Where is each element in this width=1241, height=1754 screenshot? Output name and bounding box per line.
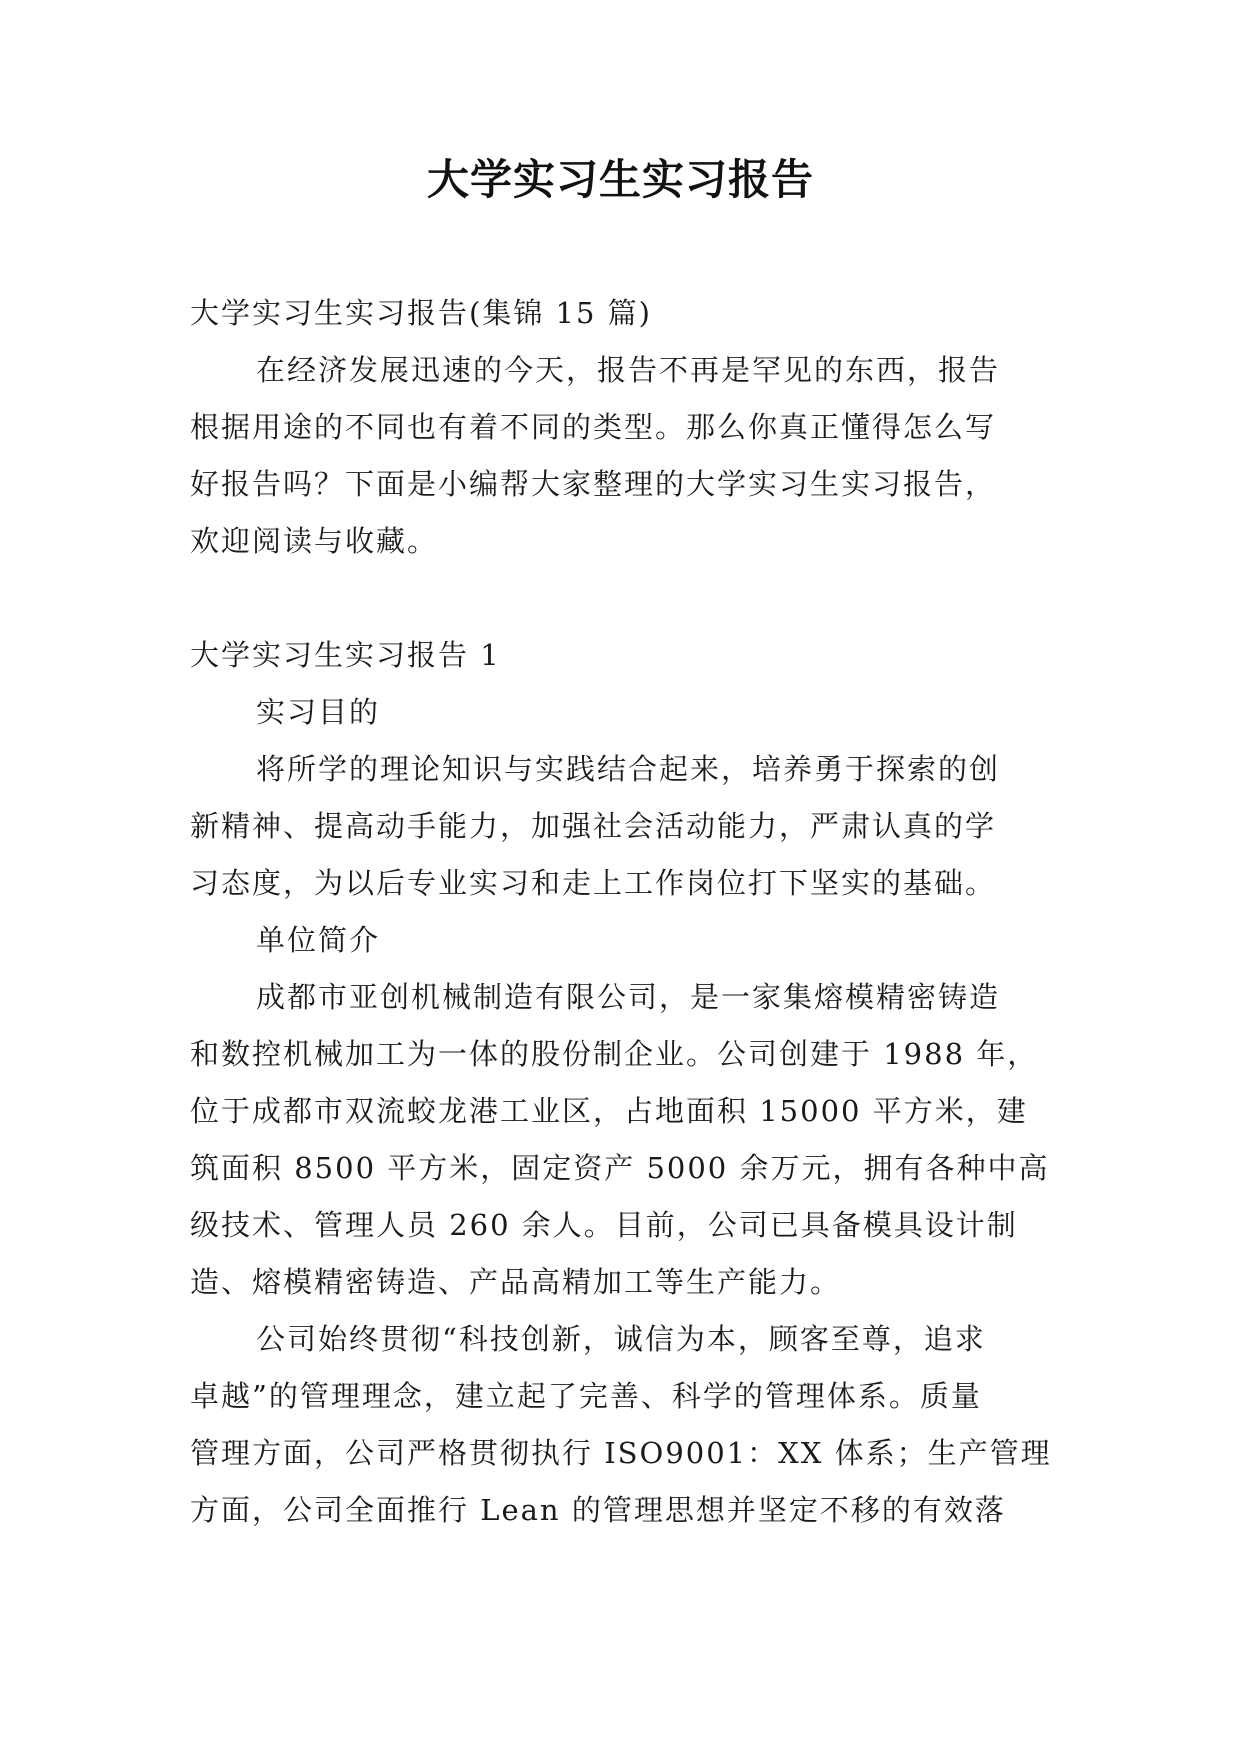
paragraph-line: 欢迎阅读与收藏。 <box>190 524 439 558</box>
paragraph-line: 将所学的理论知识与实践结合起来，培养勇于探索的创 <box>256 752 1001 786</box>
subsection-heading: 单位简介 <box>256 923 381 957</box>
paragraph-line: 筑面积 8500 平方米，固定资产 5000 余万元，拥有各种中高 <box>190 1151 1050 1185</box>
paragraph-line: 根据用途的不同也有着不同的类型。那么你真正懂得怎么写 <box>190 410 997 444</box>
subtitle-line: 大学实习生实习报告(集锦 15 篇) <box>190 296 652 330</box>
paragraph-line: 成都市亚创机械制造有限公司，是一家集熔模精密铸造 <box>256 980 1001 1014</box>
document-body <box>190 285 1050 1539</box>
paragraph-line: 卓越”的管理理念，建立起了完善、科学的管理体系。质量 <box>190 1379 982 1413</box>
paragraph-line: 位于成都市双流蛟龙港工业区，占地面积 15000 平方米，建 <box>190 1094 1028 1128</box>
paragraph-line: 方面，公司全面推行 Lean 的管理思想并坚定不移的有效落 <box>190 1493 1006 1527</box>
paragraph-line: 新精神、提高动手能力，加强社会活动能力，严肃认真的学 <box>190 809 997 843</box>
subsection-heading: 实习目的 <box>256 695 381 729</box>
section-heading: 大学实习生实习报告 1 <box>190 638 501 672</box>
paragraph-line: 习态度，为以后专业实习和走上工作岗位打下坚实的基础。 <box>190 866 997 900</box>
paragraph-line: 公司始终贯彻“科技创新，诚信为本，顾客至尊，追求 <box>256 1322 986 1356</box>
paragraph-gap <box>190 570 1050 627</box>
paragraph-line: 和数控机械加工为一体的股份制企业。公司创建于 1988 年， <box>190 1037 1039 1071</box>
paragraph-line: 管理方面，公司严格贯彻执行 ISO9001：XX 体系；生产管理 <box>190 1436 1052 1470</box>
paragraph-line: 造、熔模精密铸造、产品高精加工等生产能力。 <box>190 1265 842 1299</box>
document-title: 大学实习生实习报告 <box>426 155 814 204</box>
paragraph-line: 好报告吗？下面是小编帮大家整理的大学实习生实习报告， <box>190 467 997 501</box>
paragraph-line: 级技术、管理人员 260 余人。目前，公司已具备模具设计制 <box>190 1208 1018 1242</box>
paragraph-line: 在经济发展迅速的今天，报告不再是罕见的东西，报告 <box>256 353 1001 387</box>
